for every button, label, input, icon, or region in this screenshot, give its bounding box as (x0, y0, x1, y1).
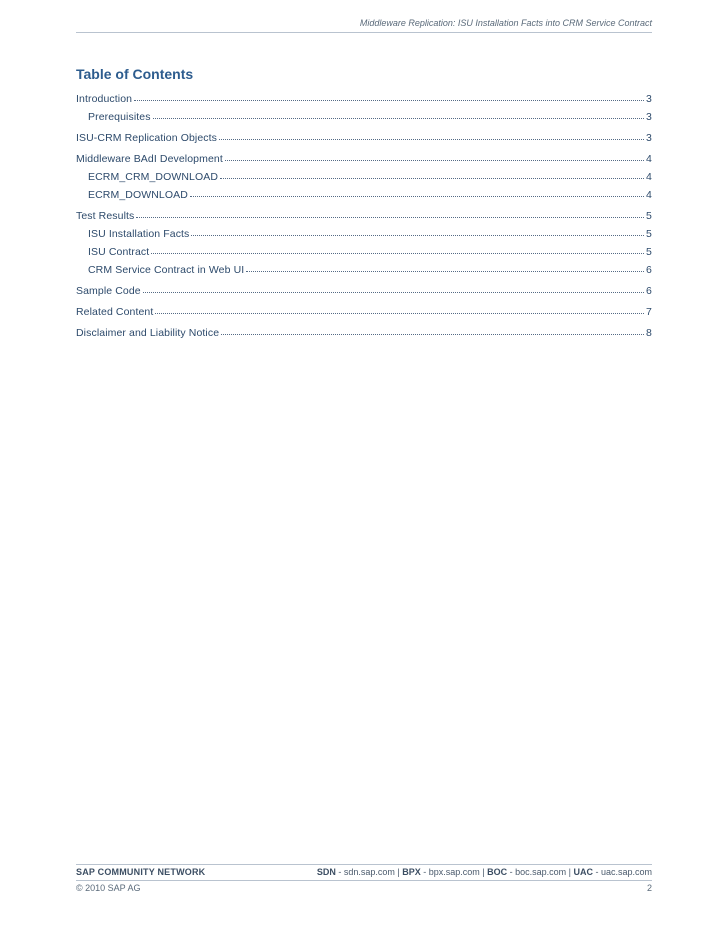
footer-site-link[interactable]: bpx.sap.com (428, 867, 480, 877)
toc-dot-leader (155, 305, 644, 314)
toc-entry-page: 4 (646, 171, 652, 183)
toc-entry[interactable] (76, 92, 652, 106)
footer-separator: | (566, 867, 574, 877)
toc-entry-page: 5 (646, 246, 652, 258)
footer-copyright-bar (76, 880, 652, 893)
toc-entry-label: Disclaimer and Liability Notice (76, 327, 220, 339)
footer-network-name: SAP COMMUNITY NETWORK (76, 867, 206, 877)
toc-entry-label: Middleware BAdI Development (76, 153, 223, 165)
toc-entry[interactable] (76, 305, 652, 319)
toc-entry-page: 6 (646, 285, 652, 297)
toc-entry-page: 4 (646, 153, 652, 165)
toc-dot-leader (136, 209, 644, 218)
footer-site-link[interactable]: uac.sap.com (600, 867, 652, 877)
toc-entry-page: 6 (646, 264, 652, 276)
toc-entry-page: 4 (646, 189, 652, 201)
toc-dot-leader (191, 227, 644, 236)
toc-entry-label: ISU Contract (88, 246, 150, 258)
footer-separator: | (479, 867, 488, 877)
toc-entry[interactable] (76, 131, 652, 145)
toc-dot-leader (190, 188, 644, 197)
toc-entry[interactable] (76, 227, 652, 241)
toc-dot-leader (151, 245, 644, 254)
footer-site-name: BOC (487, 867, 508, 877)
footer-site-name: UAC (573, 867, 593, 877)
toc-entry-page: 5 (646, 228, 652, 240)
toc-dot-leader (143, 284, 644, 293)
footer-site-name: BPX (402, 867, 421, 877)
toc-dot-leader (221, 326, 644, 335)
toc-entry-label: Prerequisites (88, 111, 151, 123)
toc-entry[interactable] (76, 188, 652, 202)
footer-site-sep: - (507, 867, 516, 877)
toc-title: Table of Contents (76, 66, 194, 82)
footer-copyright: © 2010 SAP AG (76, 883, 141, 893)
toc-dot-leader (153, 110, 644, 119)
toc-entry-page: 8 (646, 327, 652, 339)
toc-entry-label: Sample Code (76, 285, 141, 297)
toc-entry[interactable] (76, 170, 652, 184)
toc-entry[interactable] (76, 245, 652, 259)
footer-network-bar (76, 867, 652, 877)
toc-entry-label: ISU Installation Facts (88, 228, 190, 240)
header-text: Middleware Replication: ISU Installation Facts into CRM Service Contract (359, 18, 652, 28)
footer-site-name: SDN (316, 867, 336, 877)
toc-entry-page: 7 (646, 306, 652, 318)
toc-entry-page: 3 (646, 93, 652, 105)
toc-entry-page: 5 (646, 210, 652, 222)
toc-entry-label: ECRM_DOWNLOAD (88, 189, 188, 201)
toc-entry[interactable] (76, 326, 652, 340)
footer-separator: | (394, 867, 403, 877)
toc-dot-leader (220, 170, 644, 179)
toc-dot-leader (246, 263, 644, 272)
page-number: 2 (646, 883, 652, 893)
toc-entry-page: 3 (646, 132, 652, 144)
toc-entry-label: Related Content (76, 306, 154, 318)
toc-entry[interactable] (76, 152, 652, 166)
toc-dot-leader (225, 152, 644, 161)
running-header (76, 18, 652, 33)
footer-site-sep: - (420, 867, 429, 877)
toc-entry[interactable] (76, 209, 652, 223)
toc-entry[interactable] (76, 110, 652, 124)
footer-site-link[interactable]: boc.sap.com (515, 867, 567, 877)
toc-dot-leader (134, 92, 644, 101)
footer-site-sep: - (335, 867, 344, 877)
toc-entry[interactable] (76, 284, 652, 298)
footer-site-sep: - (592, 867, 601, 877)
footer-site-link[interactable]: sdn.sap.com (343, 867, 395, 877)
toc-entry-label: CRM Service Contract in Web UI (88, 264, 245, 276)
toc-entry-label: ECRM_CRM_DOWNLOAD (88, 171, 219, 183)
toc-entry-page: 3 (646, 111, 652, 123)
toc-dot-leader (219, 131, 644, 140)
toc-entry[interactable] (76, 263, 652, 277)
toc-entry-label: ISU-CRM Replication Objects (76, 132, 217, 144)
toc-entry-label: Introduction (76, 93, 133, 105)
footer-divider (76, 864, 652, 865)
footer-site-links (317, 867, 652, 877)
toc-entry-label: Test Results (76, 210, 135, 222)
table-of-contents (76, 88, 652, 340)
